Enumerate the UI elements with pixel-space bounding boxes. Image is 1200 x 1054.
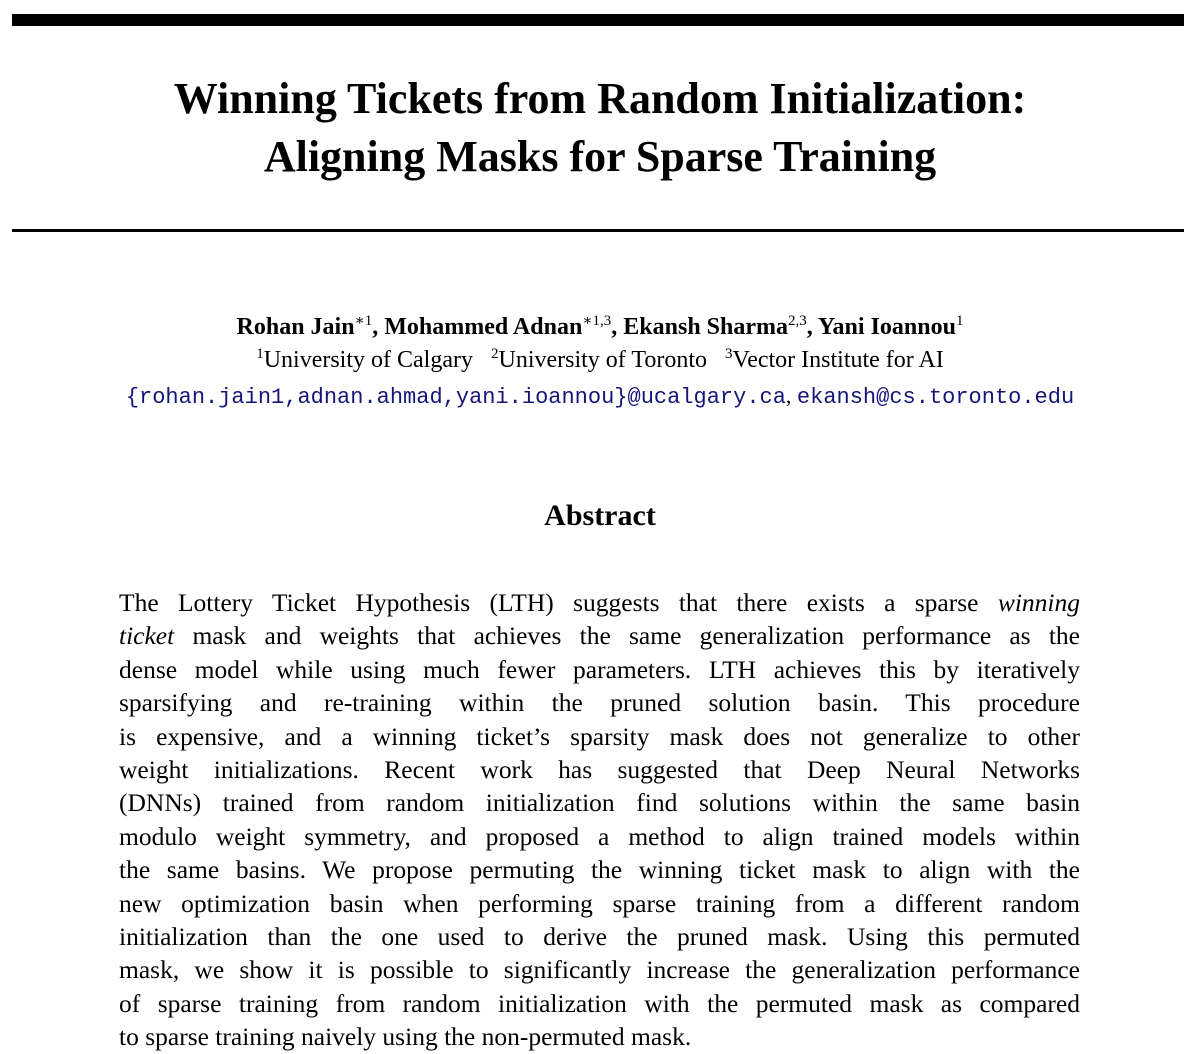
affiliation-marker: 2 xyxy=(490,346,499,362)
abstract-line: initialization than the one used to derive the pruned mask. Using this permuted xyxy=(119,922,1080,952)
title-top-rule xyxy=(12,14,1184,26)
author-affiliation-marker: 2,3 xyxy=(788,313,807,329)
abstract-line: new optimization basin when performing sparse training from a different random xyxy=(119,888,1080,918)
abstract-line: mask, we show it is possible to significantly increase the generalization performance xyxy=(119,955,1080,985)
abstract-line xyxy=(119,586,1080,619)
affiliation-name: Vector Institute for AI xyxy=(732,347,944,373)
abstract-italic-term: winning xyxy=(997,588,1080,617)
author-name: Yani Ioannou xyxy=(817,314,956,340)
email-list xyxy=(0,381,1200,413)
affiliation xyxy=(725,347,944,373)
affiliation-name: University of Calgary xyxy=(263,347,473,373)
abstract-line: dense model while using much fewer parameters. LTH achieves this by iteratively xyxy=(119,654,1080,684)
author-name: Rohan Jain xyxy=(236,314,355,340)
affiliation-marker: 1 xyxy=(256,346,264,362)
author-list: Rohan Jain$^{∗1}$, Mohammed Adnan$^{∗1,3}$, Ekansh Sharma$^{2,3}$, Yani Ioannou$^1$ xyxy=(236,313,964,340)
title-bottom-rule xyxy=(12,229,1184,232)
affiliation xyxy=(256,347,473,373)
abstract-text: The Lottery Ticket Hypothesis (LTH) suggests that there exists a sparse xyxy=(119,588,998,617)
abstract-line: modulo weight symmetry, and proposed a method to align trained models within xyxy=(119,821,1080,851)
title-line: Aligning Masks for Sparse Training xyxy=(263,132,937,181)
author-affiliation-marker: 1 xyxy=(955,313,964,329)
author-name: Ekansh Sharma xyxy=(623,314,789,340)
email-link-calgary[interactable]: {rohan.jain1,adnan.ahmad,yani.ioannou}@ucalgary.ca xyxy=(125,385,786,410)
abstract-heading: Abstract xyxy=(544,499,656,532)
abstract-line: weight initializations. Recent work has suggested that Deep Neural Networks xyxy=(119,755,1080,785)
email-link-toronto[interactable]: ekansh@cs.toronto.edu xyxy=(796,385,1075,410)
abstract-line: of sparse training from random initialization with the permuted mask as compared xyxy=(119,988,1080,1018)
email-separator: , xyxy=(785,383,792,408)
abstract-body xyxy=(119,586,1080,1054)
author-affiliation-marker: ∗1 xyxy=(354,313,373,329)
affiliation xyxy=(491,347,707,373)
abstract-line: sparsifying and re-training within the pruned solution basin. This procedure xyxy=(119,688,1080,718)
abstract-line: is expensive, and a winning ticket’s sparsity mask does not generalize to other xyxy=(119,721,1080,751)
title-line: Winning Tickets from Random Initialization: xyxy=(173,74,1027,123)
abstract-text: mask and weights that achieves the same generalization performance as the xyxy=(174,621,1080,651)
abstract-line xyxy=(119,619,1080,652)
abstract-italic-term: ticket xyxy=(119,621,175,651)
author-affiliation-marker: ∗1,3 xyxy=(582,313,612,329)
abstract-line: to sparse training naively using the non-permuted mask. xyxy=(119,1022,692,1052)
author-name: Mohammed Adnan xyxy=(384,314,583,340)
abstract-line: (DNNs) trained from random initialization find solutions within the same basin xyxy=(119,788,1080,818)
affiliation-marker: 3 xyxy=(725,346,733,362)
affiliation-list xyxy=(0,345,1200,375)
affiliation-name: University of Toronto xyxy=(498,347,708,373)
paper-title xyxy=(0,70,1200,186)
abstract-line: the same basins. We propose permuting the winning ticket mask to align with the xyxy=(119,855,1080,885)
